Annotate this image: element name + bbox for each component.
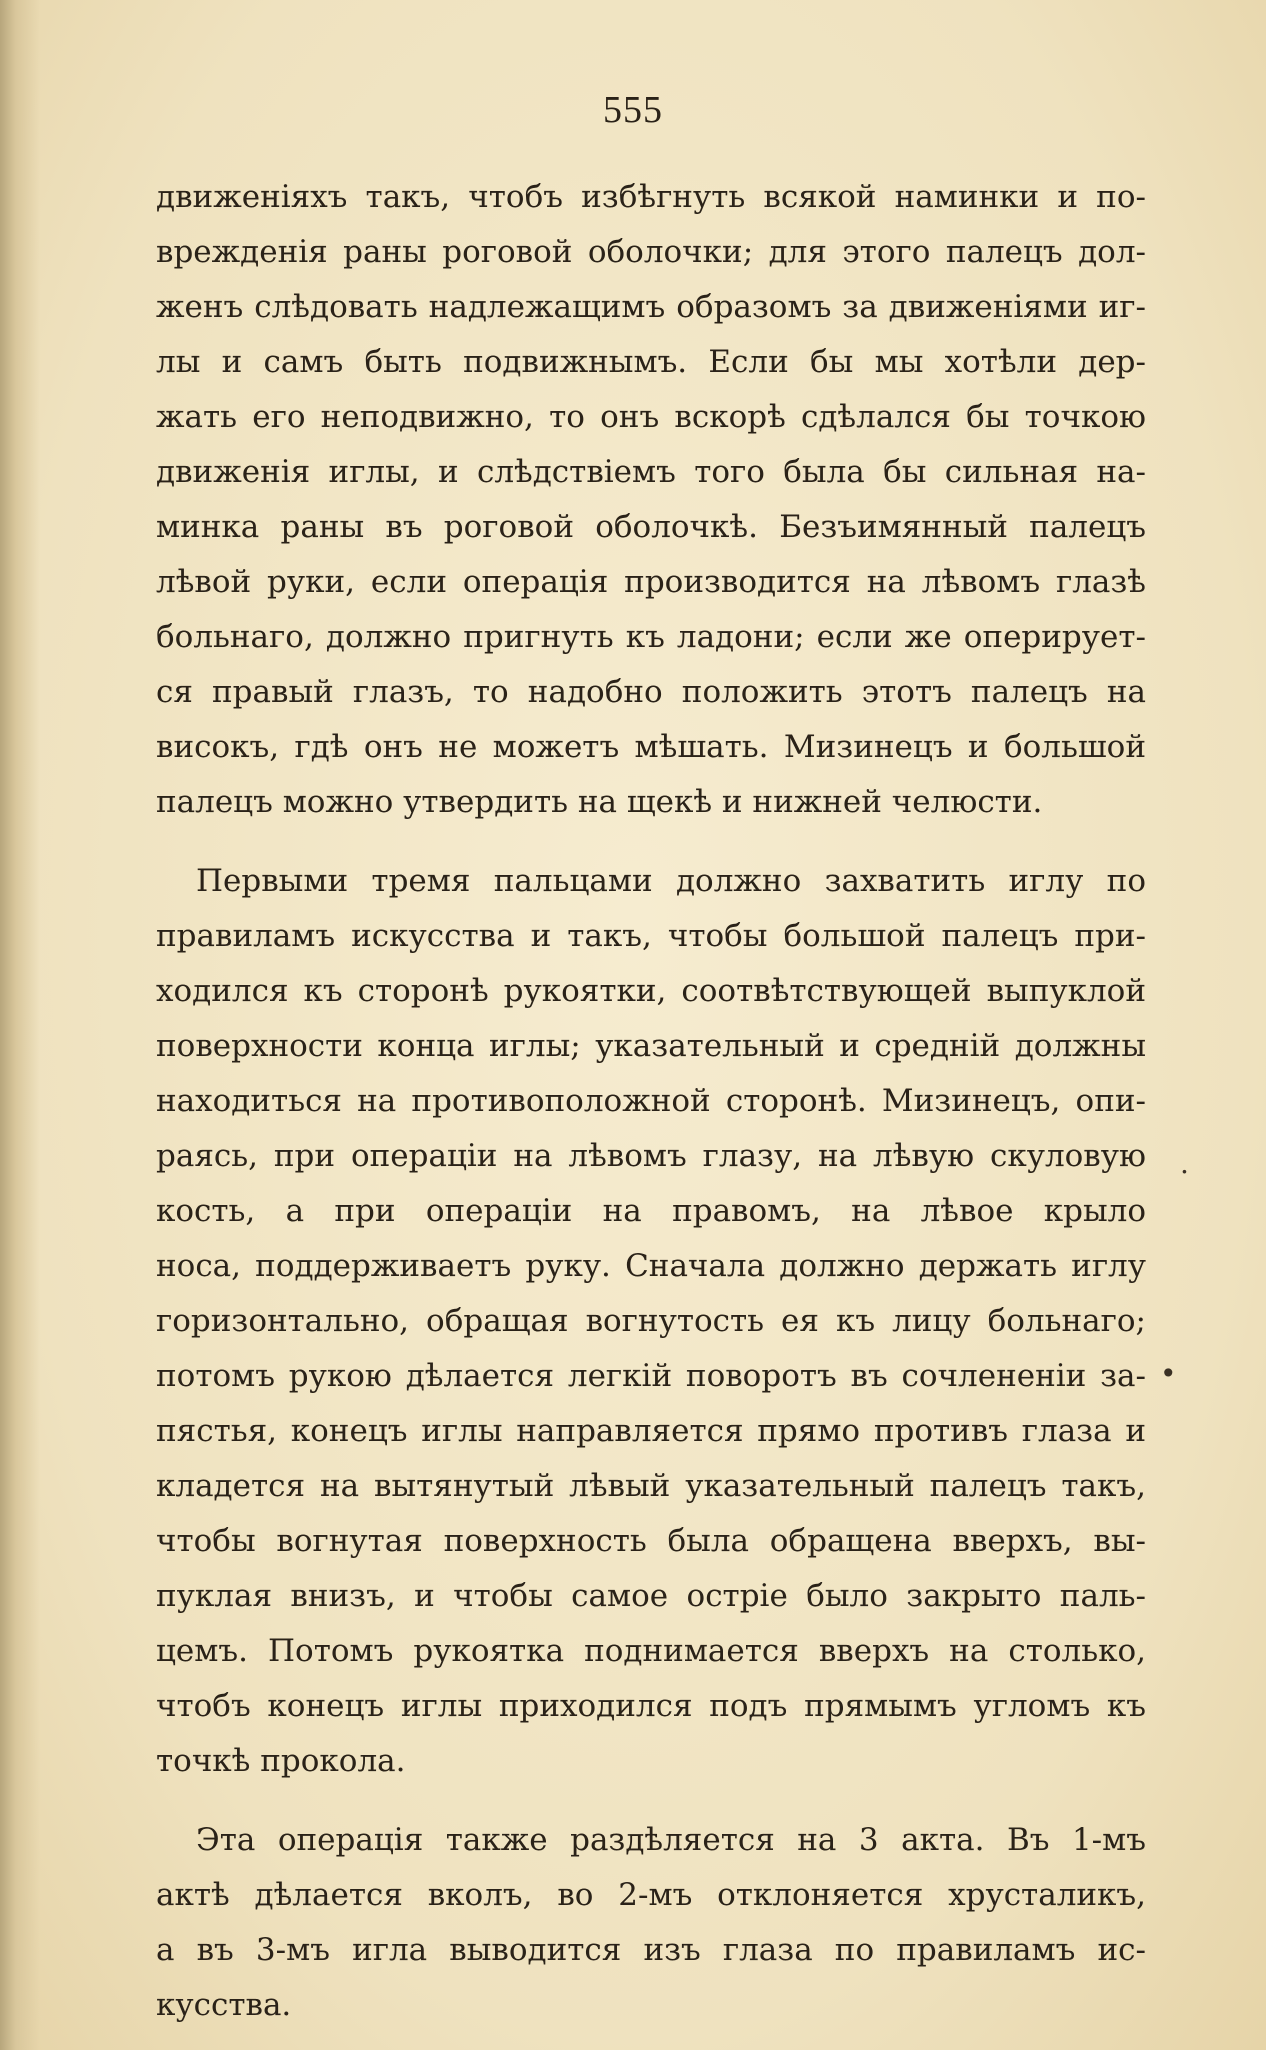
text-line: пястья, конецъ иглы направляется прямо противъ глаза и (156, 1413, 1146, 1449)
text-line: лы и самъ быть подвижнымъ. Если бы мы хотѣли дер- (156, 344, 1146, 380)
text-line: цемъ. Потомъ рукоятка поднимается вверхъ на столько, (156, 1633, 1146, 1669)
text-line: Первыми тремя пальцами должно захватить иглу по (196, 863, 1146, 899)
text-line: правиламъ искусства и такъ, чтобы большой палецъ при- (156, 918, 1146, 954)
text-line: движеніяхъ такъ, чтобъ избѣгнуть всякой наминки и по- (156, 179, 1146, 215)
paragraph-2 (156, 854, 1146, 1789)
text-line: а въ 3-мъ игла выводится изъ глаза по правиламъ ис- (156, 1932, 1146, 1968)
text-line: Эта операція также раздѣляется на 3 акта. Въ 1-мъ (196, 1822, 1146, 1858)
text-line: ходился къ сторонѣ рукоятки, соотвѣтствующей выпуклой (156, 973, 1146, 1009)
paragraph-1 (156, 170, 1146, 830)
text-line: движенія иглы, и слѣдствіемъ того была бы сильная на- (156, 454, 1146, 490)
margin-mark: • (1160, 1357, 1177, 1390)
text-line: кусства. (156, 1987, 292, 2023)
page-binding-edge (0, 0, 40, 2050)
text-line: високъ, гдѣ онъ не можетъ мѣшать. Мизинецъ и большой (156, 729, 1146, 765)
text-line: кость, а при операціи на правомъ, на лѣвое крыло (156, 1193, 1146, 1229)
text-line: кладется на вытянутый лѣвый указательный палецъ такъ, (156, 1468, 1146, 1504)
margin-mark: . (1180, 1147, 1189, 1180)
text-line: женъ слѣдовать надлежащимъ образомъ за движеніями иг- (156, 289, 1146, 325)
text-line: потомъ рукою дѣлается легкій поворотъ въ сочлененіи за- (156, 1358, 1146, 1394)
text-line: палецъ можно утвердить на щекѣ и нижней челюсти. (156, 784, 1043, 820)
text-line: жать его неподвижно, то онъ вскорѣ сдѣлался бы точкою (156, 399, 1146, 435)
text-line: горизонтально, обращая вогнутость ея къ лицу больнаго; (156, 1303, 1146, 1339)
text-line: находиться на противоположной сторонѣ. Мизинецъ, опи- (156, 1083, 1146, 1119)
text-line: чтобъ конецъ иглы приходился подъ прямымъ угломъ къ (156, 1688, 1146, 1724)
text-line: поверхности конца иглы; указательный и среднiй должны (156, 1028, 1146, 1064)
text-line: лѣвой руки, если операція производится на лѣвомъ глазѣ (156, 564, 1146, 600)
text-line: ся правый глазъ, то надобно положить этотъ палецъ на (156, 674, 1146, 710)
text-line: чтобы вогнутая поверхность была обращена вверхъ, вы- (156, 1523, 1146, 1559)
text-line: носа, поддерживаетъ руку. Сначала должно держать иглу (156, 1248, 1146, 1284)
paragraph-3 (156, 1813, 1146, 2033)
body-text (156, 170, 1146, 2033)
text-line: точкѣ прокола. (156, 1743, 406, 1779)
text-line: врежденія раны роговой оболочки; для этого палецъ дол- (156, 234, 1146, 270)
text-line: больнаго, должно пригнуть къ ладони; если же оперирует- (156, 619, 1146, 655)
text-line: актѣ дѣлается вколъ, во 2-мъ отклоняется хрусталикъ, (156, 1877, 1146, 1913)
text-line: пуклая внизъ, и чтобы самое остріе было закрыто паль- (156, 1578, 1146, 1614)
text-line: раясь, при операціи на лѣвомъ глазу, на лѣвую скуловую (156, 1138, 1146, 1174)
page-number: 555 (603, 89, 663, 131)
text-line: минка раны въ роговой оболочкѣ. Безъимянный палецъ (156, 509, 1146, 545)
